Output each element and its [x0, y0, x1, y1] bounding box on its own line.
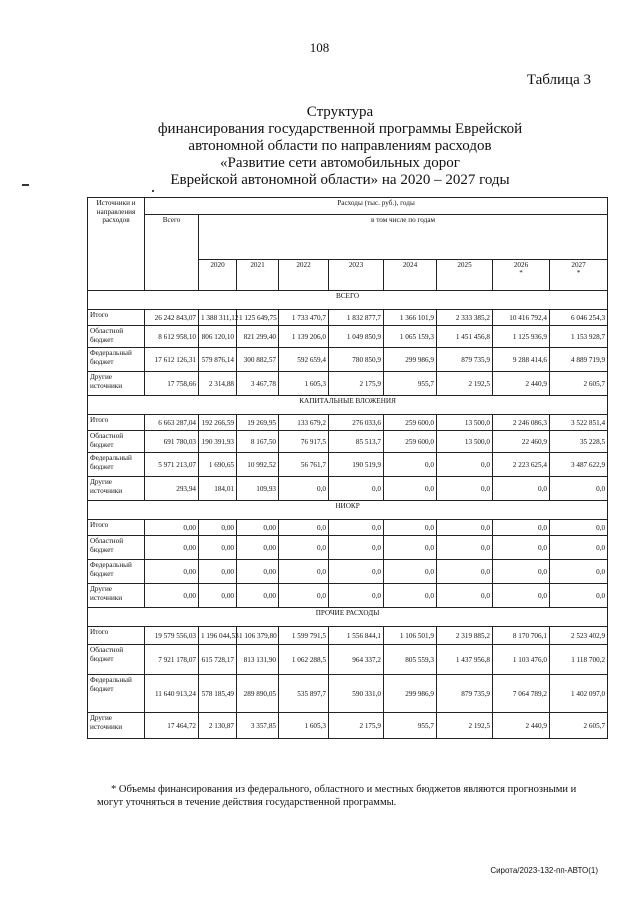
cell-year-value: 579 876,14	[199, 348, 237, 372]
header-source: Источники и направления расходов	[88, 198, 145, 291]
cell-year-value: 2 192,5	[437, 372, 493, 396]
section-header-row	[88, 608, 608, 627]
cell-year-value: 1 366 101,9	[384, 310, 437, 326]
cell-year-value: 35 228,5	[550, 431, 608, 453]
page-number: 108	[309, 40, 330, 55]
cell-year-value: 1 556 844,1	[329, 627, 384, 645]
header-year: 2025	[437, 260, 493, 291]
row-label: Областной бюджет	[88, 536, 145, 560]
cell-year-value: 0,0	[384, 584, 437, 608]
cell-year-value: 19 269,95	[237, 415, 279, 431]
cell-year-value: 1 118 700,2	[550, 645, 608, 675]
cell-year-value: 2 523 402,9	[550, 627, 608, 645]
cell-year-value: 805 559,3	[384, 645, 437, 675]
footer-code: Сирота/2023-132-пп-АВТО(1)	[490, 866, 598, 875]
cell-year-value: 0,0	[493, 477, 550, 501]
cell-year-value: 0,00	[237, 520, 279, 536]
cell-year-value: 184,01	[199, 477, 237, 501]
cell-year-value: 2 333 385,2	[437, 310, 493, 326]
cell-year-value: 0,0	[550, 477, 608, 501]
cell-year-value: 10 416 792,4	[493, 310, 550, 326]
cell-year-value: 0,0	[329, 520, 384, 536]
cell-year-value: 615 728,17	[199, 645, 237, 675]
cell-total: 0,00	[145, 536, 199, 560]
cell-year-value: 2 175,9	[329, 372, 384, 396]
cell-total: 0,00	[145, 520, 199, 536]
header-year: 2020	[199, 260, 237, 291]
cell-year-value: 0,00	[237, 584, 279, 608]
cell-year-value: 1 437 956,8	[437, 645, 493, 675]
cell-year-value: 6 046 254,3	[550, 310, 608, 326]
cell-year-value: 592 659,4	[279, 348, 329, 372]
cell-year-value: 8 167,50	[237, 431, 279, 453]
row-label: Другие источники	[88, 477, 145, 501]
cell-year-value: 0,00	[199, 560, 237, 584]
cell-year-value: 2 605,7	[550, 372, 608, 396]
table-row	[88, 536, 608, 560]
header-year: 2021	[237, 260, 279, 291]
table-row	[88, 713, 608, 739]
header-expenses: Расходы (тыс. руб.), годы	[145, 198, 608, 215]
cell-year-value: 813 131,90	[237, 645, 279, 675]
cell-year-value: 0,0	[437, 477, 493, 501]
cell-year-value: 3 467,78	[237, 372, 279, 396]
cell-year-value: 2 319 885,2	[437, 627, 493, 645]
cell-total: 17 464,72	[145, 713, 199, 739]
cell-total: 691 780,03	[145, 431, 199, 453]
cell-year-value: 7 064 789,2	[493, 675, 550, 713]
row-label: Федеральный бюджет	[88, 675, 145, 713]
cell-year-value: 0,00	[237, 560, 279, 584]
cell-total: 293,94	[145, 477, 199, 501]
cell-year-value: 0,0	[550, 536, 608, 560]
cell-year-value: 0,0	[493, 520, 550, 536]
cell-year-value: 879 735,9	[437, 348, 493, 372]
cell-year-value: 1 049 850,9	[329, 326, 384, 348]
cell-year-value: 13 500,0	[437, 431, 493, 453]
row-label: Областной бюджет	[88, 326, 145, 348]
cell-year-value: 0,0	[329, 584, 384, 608]
cell-total: 17 612 126,31	[145, 348, 199, 372]
section-header-row	[88, 291, 608, 310]
section-title: ВСЕГО	[88, 291, 608, 310]
cell-year-value: 578 185,49	[199, 675, 237, 713]
cell-year-value: 259 600,0	[384, 415, 437, 431]
cell-year-value: 0,0	[279, 536, 329, 560]
footnote: * Объемы финансирования из федерального, областного и местных бюджетов являются прогнозными и могут уточняться в течение действия государственной программы.	[97, 784, 577, 808]
row-label: Итого	[88, 627, 145, 645]
cell-total: 5 971 213,07	[145, 453, 199, 477]
section-title: КАПИТАЛЬНЫЕ ВЛОЖЕНИЯ	[88, 396, 608, 415]
cell-year-value: 0,0	[279, 477, 329, 501]
cell-year-value: 0,0	[384, 520, 437, 536]
cell-year-value: 289 890,05	[237, 675, 279, 713]
financing-table	[87, 197, 608, 739]
cell-year-value: 259 600,0	[384, 431, 437, 453]
cell-year-value: 0,0	[493, 584, 550, 608]
cell-year-value: 1 125 936,9	[493, 326, 550, 348]
row-label: Другие источники	[88, 584, 145, 608]
cell-year-value: 8 170 706,1	[493, 627, 550, 645]
cell-year-value: 1 605,3	[279, 372, 329, 396]
cell-total: 26 242 843,07	[145, 310, 199, 326]
scan-mark	[22, 184, 29, 186]
cell-year-value: 10 992,52	[237, 453, 279, 477]
cell-year-value: 0,0	[384, 477, 437, 501]
row-label: Итого	[88, 415, 145, 431]
cell-year-value: 0,0	[279, 560, 329, 584]
cell-total: 8 612 958,10	[145, 326, 199, 348]
table-row	[88, 453, 608, 477]
cell-total: 7 921 178,07	[145, 645, 199, 675]
cell-year-value: 0,0	[437, 520, 493, 536]
section-header-row	[88, 501, 608, 520]
title-line: «Развитие сети автомобильных дорог	[220, 155, 460, 171]
cell-year-value: 2 314,88	[199, 372, 237, 396]
title-line: финансирования государственной программы Еврейской	[157, 121, 523, 137]
cell-year-value: 85 513,7	[329, 431, 384, 453]
table-caption: Таблица 3	[526, 72, 591, 88]
cell-year-value: 22 460,9	[493, 431, 550, 453]
cell-year-value: 821 299,40	[237, 326, 279, 348]
cell-year-value: 0,0	[493, 536, 550, 560]
cell-year-value: 76 917,5	[279, 431, 329, 453]
cell-year-value: 1 733 470,7	[279, 310, 329, 326]
header-year: 2022	[279, 260, 329, 291]
cell-year-value: 0,0	[329, 560, 384, 584]
cell-year-value: 1 605,3	[279, 713, 329, 739]
cell-year-value: 1 402 097,0	[550, 675, 608, 713]
section-header-row	[88, 396, 608, 415]
cell-total: 19 579 556,03	[145, 627, 199, 645]
section-title: НИОКР	[88, 501, 608, 520]
cell-year-value: 299 986,9	[384, 348, 437, 372]
cell-year-value: 535 897,7	[279, 675, 329, 713]
cell-year-value: 0,00	[199, 520, 237, 536]
cell-year-value: 3 487 622,9	[550, 453, 608, 477]
table-row	[88, 431, 608, 453]
cell-year-value: 0,0	[550, 560, 608, 584]
table-row	[88, 348, 608, 372]
table-row	[88, 584, 608, 608]
row-label: Другие источники	[88, 372, 145, 396]
cell-year-value: 0,0	[384, 536, 437, 560]
title-line: Структура	[306, 104, 374, 120]
cell-year-value: 590 331,0	[329, 675, 384, 713]
table-row	[88, 372, 608, 396]
cell-year-value: 2 440,9	[493, 713, 550, 739]
title-line: Еврейской автономной области» на 2020 – 2027 годы	[170, 172, 510, 188]
cell-year-value: 133 679,2	[279, 415, 329, 431]
row-label: Другие источники	[88, 713, 145, 739]
cell-year-value: 3 522 851,4	[550, 415, 608, 431]
row-label: Федеральный бюджет	[88, 453, 145, 477]
header-year: 2023	[329, 260, 384, 291]
cell-year-value: 1 106 379,80	[237, 627, 279, 645]
cell-year-value: 2 175,9	[329, 713, 384, 739]
table-row	[88, 310, 608, 326]
cell-year-value: 0,0	[437, 453, 493, 477]
cell-year-value: 190 391,93	[199, 431, 237, 453]
cell-year-value: 2 130,87	[199, 713, 237, 739]
cell-year-value: 0,0	[329, 536, 384, 560]
cell-year-value: 300 882,57	[237, 348, 279, 372]
cell-year-value: 955,7	[384, 713, 437, 739]
cell-year-value: 9 288 414,6	[493, 348, 550, 372]
row-label: Федеральный бюджет	[88, 560, 145, 584]
cell-year-value: 0,00	[199, 584, 237, 608]
cell-year-value: 109,93	[237, 477, 279, 501]
table-row	[88, 477, 608, 501]
cell-year-value: 1 690,65	[199, 453, 237, 477]
cell-year-value: 0,00	[199, 536, 237, 560]
section-title: ПРОЧИЕ РАСХОДЫ	[88, 608, 608, 627]
header-total: Всего	[145, 215, 199, 291]
cell-year-value: 0,0	[437, 560, 493, 584]
table-body	[88, 291, 608, 739]
table-row	[88, 560, 608, 584]
header-including: в том числе по годам	[199, 215, 608, 260]
cell-year-value: 1 451 456,8	[437, 326, 493, 348]
cell-year-value: 3 357,85	[237, 713, 279, 739]
cell-year-value: 806 120,10	[199, 326, 237, 348]
cell-year-value: 1 153 928,7	[550, 326, 608, 348]
cell-year-value: 56 761,7	[279, 453, 329, 477]
cell-year-value: 2 605,7	[550, 713, 608, 739]
table-row	[88, 415, 608, 431]
cell-year-value: 0,0	[329, 477, 384, 501]
header-year: 2026 *	[493, 260, 550, 291]
cell-year-value: 1 139 206,0	[279, 326, 329, 348]
cell-total: 6 663 287,04	[145, 415, 199, 431]
row-label: Областной бюджет	[88, 645, 145, 675]
cell-year-value: 2 192,5	[437, 713, 493, 739]
cell-year-value: 1 388 311,12	[199, 310, 237, 326]
cell-year-value: 955,7	[384, 372, 437, 396]
cell-year-value: 0,0	[550, 520, 608, 536]
cell-year-value: 0,0	[279, 584, 329, 608]
cell-year-value: 0,00	[237, 536, 279, 560]
cell-year-value: 0,0	[437, 584, 493, 608]
cell-total: 11 640 913,24	[145, 675, 199, 713]
cell-year-value: 0,0	[437, 536, 493, 560]
cell-year-value: 1 196 044,53	[199, 627, 237, 645]
table-row	[88, 645, 608, 675]
cell-year-value: 1 103 476,0	[493, 645, 550, 675]
cell-year-value: 879 735,9	[437, 675, 493, 713]
cell-year-value: 0,0	[384, 453, 437, 477]
cell-year-value: 1 599 791,5	[279, 627, 329, 645]
header-year: 2024	[384, 260, 437, 291]
document-title	[100, 104, 580, 189]
cell-year-value: 964 337,2	[329, 645, 384, 675]
cell-year-value: 1 125 649,75	[237, 310, 279, 326]
cell-year-value: 2 223 625,4	[493, 453, 550, 477]
cell-year-value: 276 033,6	[329, 415, 384, 431]
cell-year-value: 2 440,9	[493, 372, 550, 396]
row-label: Итого	[88, 520, 145, 536]
cell-year-value: 299 986,9	[384, 675, 437, 713]
title-line: автономной области по направлениям расходов	[188, 138, 492, 154]
cell-total: 0,00	[145, 584, 199, 608]
cell-year-value: 0,0	[384, 560, 437, 584]
cell-year-value: 1 065 159,3	[384, 326, 437, 348]
table-row	[88, 675, 608, 713]
cell-year-value: 192 266,59	[199, 415, 237, 431]
cell-year-value: 1 062 288,5	[279, 645, 329, 675]
cell-year-value: 1 106 501,9	[384, 627, 437, 645]
table-row	[88, 627, 608, 645]
header-year: 2027 *	[550, 260, 608, 291]
cell-year-value: 0,0	[493, 560, 550, 584]
cell-year-value: 4 889 719,9	[550, 348, 608, 372]
cell-year-value: 190 519,9	[329, 453, 384, 477]
row-label: Федеральный бюджет	[88, 348, 145, 372]
cell-year-value: 13 500,0	[437, 415, 493, 431]
cell-total: 17 758,66	[145, 372, 199, 396]
cell-year-value: 1 832 877,7	[329, 310, 384, 326]
row-label: Итого	[88, 310, 145, 326]
cell-year-value: 0,0	[550, 584, 608, 608]
cell-year-value: 0,0	[279, 520, 329, 536]
cell-total: 0,00	[145, 560, 199, 584]
cell-year-value: 2 246 086,3	[493, 415, 550, 431]
row-label: Областной бюджет	[88, 431, 145, 453]
scan-dot	[152, 190, 154, 192]
cell-year-value: 780 850,9	[329, 348, 384, 372]
table-row	[88, 326, 608, 348]
table-row	[88, 520, 608, 536]
